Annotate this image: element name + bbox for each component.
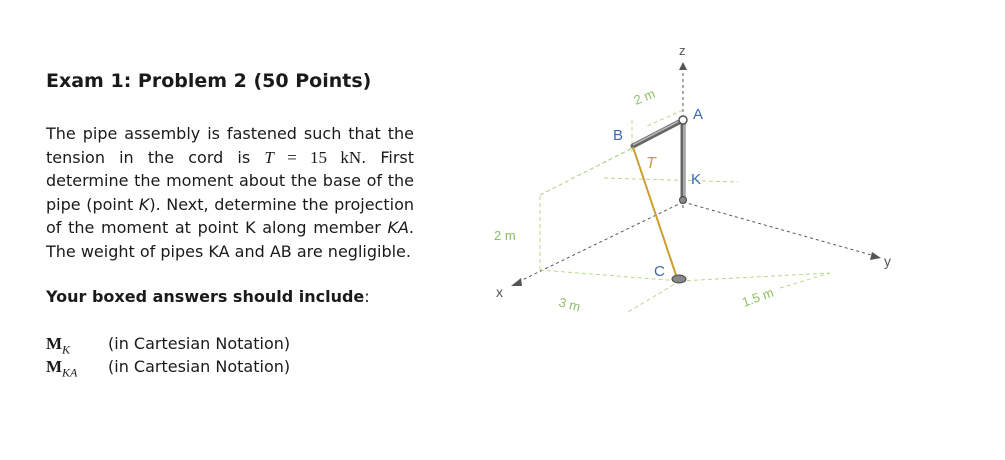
answers-heading-text: Your boxed answers should include: [46, 287, 365, 306]
y-axis: [683, 202, 875, 256]
answer-symbol: $M_K$: [46, 334, 71, 357]
answer-note: (in Cartesian Notation): [108, 357, 291, 376]
problem-statement: [46, 122, 414, 263]
y-axis-arrow: [870, 252, 881, 260]
tension-symbol: T: [264, 147, 274, 167]
pipe-ab: [633, 120, 683, 146]
x-axis-arrow: [511, 278, 522, 286]
y-axis-label: y: [884, 253, 891, 269]
member-ka: KA: [387, 218, 409, 237]
dim-ab: 2 m: [631, 85, 658, 108]
statement-text-2: . First determine the moment about the base of the pipe (point: [46, 147, 415, 214]
x-axis-label: x: [496, 284, 503, 300]
label-k: K: [691, 171, 702, 188]
statement-text-4: . The weight of pipes KA and AB are negligible.: [46, 218, 414, 261]
answer-note: (in Cartesian Notation): [108, 334, 291, 353]
answer-item: [46, 357, 290, 380]
answer-symbol: $M_{KA}$: [46, 357, 78, 380]
label-t: T: [646, 155, 656, 172]
problem-title: Exam 1: Problem 2 (50 Points): [46, 70, 372, 92]
pipe-ab-highlight: [633, 119, 683, 145]
label-b: B: [613, 127, 624, 144]
z-axis-label: z: [679, 43, 686, 58]
dim-y: 1.5 m: [739, 284, 776, 310]
point-k: K: [138, 194, 150, 214]
label-a: A: [693, 106, 704, 123]
tension-expression: T = 15 kN: [264, 147, 362, 167]
answers-heading: Your boxed answers should include:: [46, 287, 370, 306]
tension-value: 15 kN: [310, 147, 362, 167]
statement-text-3: ). Next, determine the projection of the moment at point K along member: [46, 194, 414, 237]
label-c: C: [654, 263, 665, 280]
z-axis-arrow: [679, 62, 687, 70]
anchor-c: [672, 275, 686, 283]
dim-x: 3 m: [557, 294, 583, 315]
dim-height: 2 m: [494, 228, 516, 243]
joint-a: [679, 116, 687, 124]
statement-text-1: The pipe assembly is fastened such that the tension in the cord is: [46, 124, 414, 167]
answer-item: [46, 334, 290, 357]
base-k: [680, 197, 687, 204]
pipe-assembly-figure: [480, 30, 920, 330]
